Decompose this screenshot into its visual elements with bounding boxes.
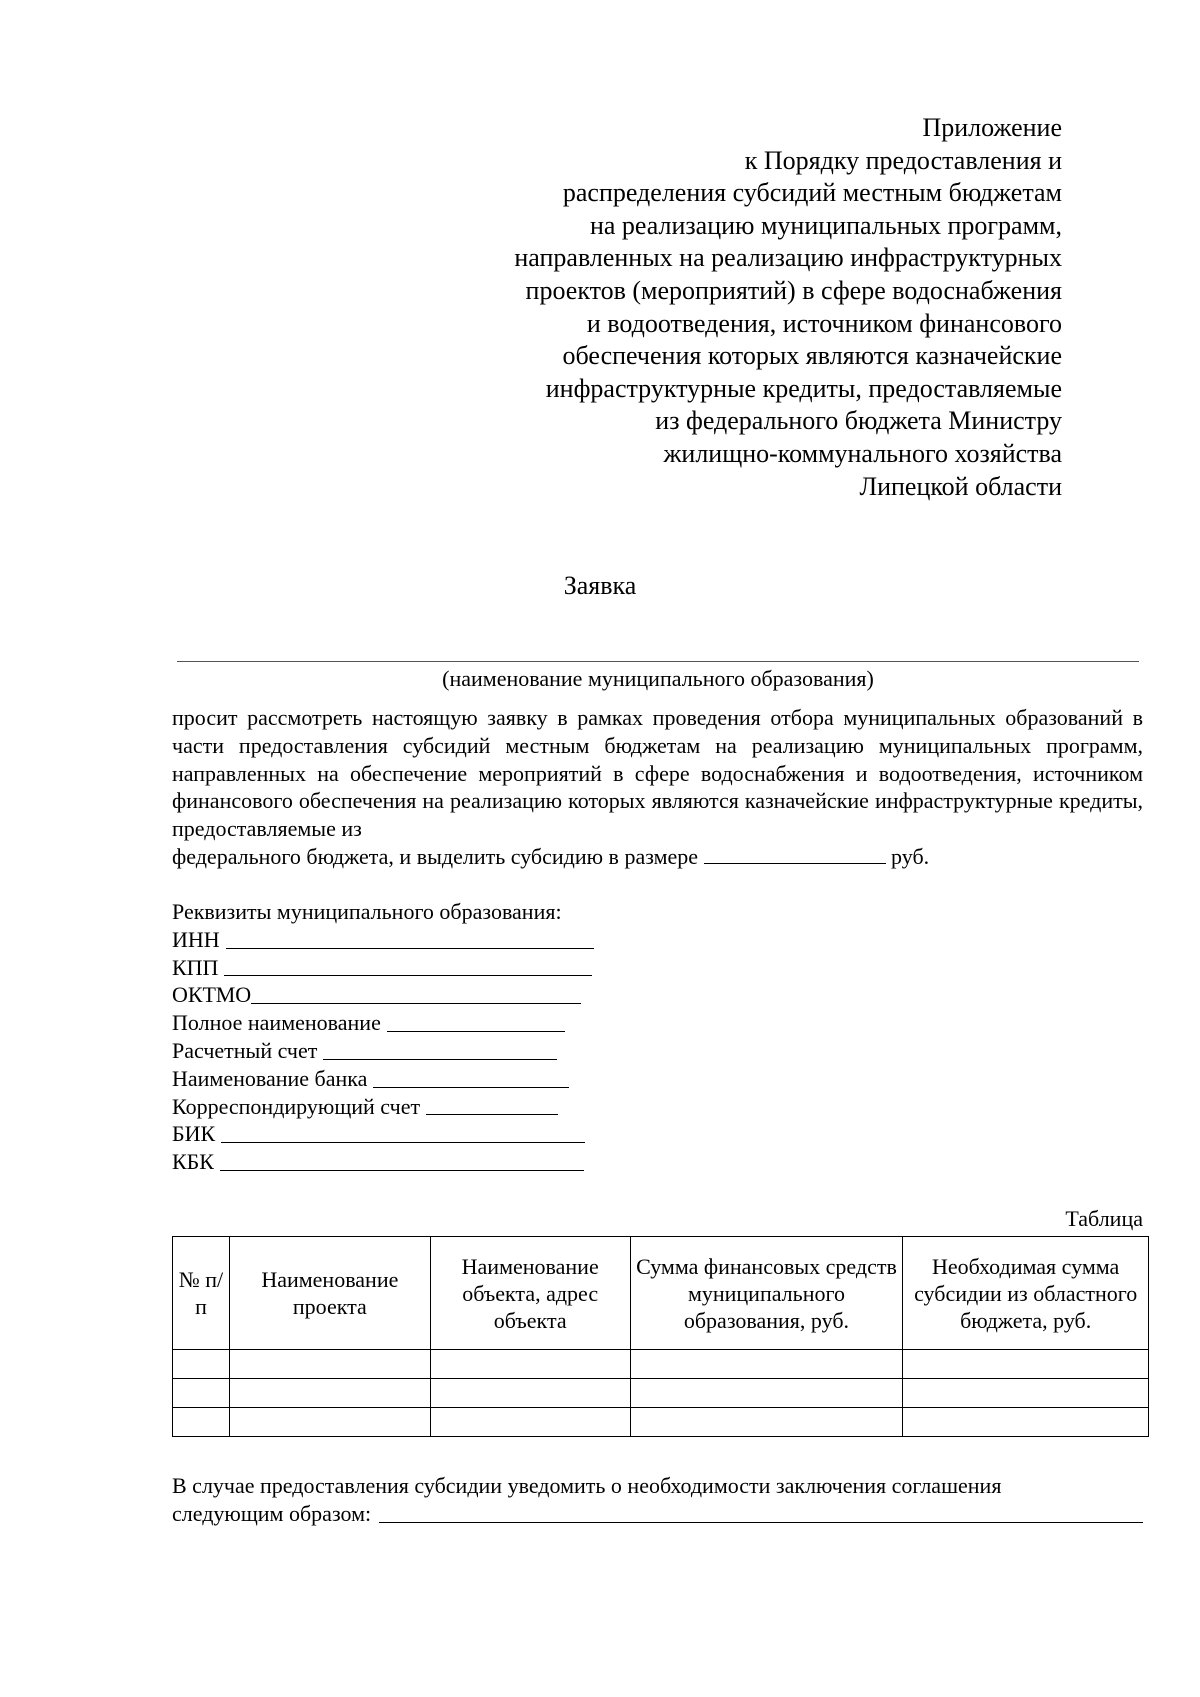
requisite-label: Корреспондирующий счет — [172, 1093, 421, 1119]
requisites-heading-text: Реквизиты муниципального образования: — [172, 899, 562, 924]
request-paragraph — [172, 704, 1143, 871]
paragraph-line: которых являются казначейские инфраструктурные кредиты, предоставляемые из — [172, 788, 1143, 842]
kbk-field[interactable] — [220, 1150, 584, 1171]
table-cell[interactable] — [430, 1408, 630, 1437]
closing-paragraph — [172, 1472, 1143, 1528]
requisite-label: БИК — [172, 1121, 216, 1147]
kpp-field[interactable] — [224, 955, 592, 976]
requisite-row-bank — [172, 1065, 594, 1093]
table-row — [173, 1350, 1149, 1379]
table-row — [173, 1408, 1149, 1437]
requisite-label: Наименование банка — [172, 1065, 368, 1091]
requisite-row-account — [172, 1037, 594, 1065]
table-header-row — [173, 1237, 1149, 1350]
appendix-header — [442, 112, 1062, 503]
requisite-label: ИНН — [172, 926, 220, 952]
paragraph-line: образований в части предоставления субсидий местным бюджетам на реализацию — [172, 705, 1143, 758]
notification-method-field[interactable] — [379, 1502, 1143, 1523]
table-cell[interactable] — [630, 1350, 903, 1379]
table-row — [173, 1379, 1149, 1408]
table-cell[interactable] — [430, 1350, 630, 1379]
appendix-line: обеспечения которых являются казначейские — [562, 341, 1062, 371]
subsidy-amount-line — [172, 843, 1143, 871]
appendix-line: жилищно-коммунального хозяйства — [663, 438, 1062, 468]
table-caption: Таблица — [1065, 1206, 1143, 1231]
requisite-row-oktmo — [172, 981, 594, 1009]
projects-table — [172, 1236, 1149, 1437]
requisite-row-inn — [172, 926, 594, 954]
table-cell[interactable] — [173, 1379, 230, 1408]
appendix-line: Приложение — [922, 113, 1062, 142]
column-header-number: № п/п — [173, 1237, 230, 1350]
requisite-row-bik — [172, 1120, 594, 1148]
subsidy-amount-label: федерального бюджета, и выделить субсидию в размере — [172, 843, 699, 869]
table-cell[interactable] — [173, 1408, 230, 1437]
paragraph-line: муниципальных программ, направленных на обеспечение мероприятий в сфере — [172, 732, 1143, 786]
appendix-line: Липецкой области — [859, 471, 1062, 501]
table-cell[interactable] — [903, 1408, 1149, 1437]
requisites-block — [172, 898, 594, 1176]
subsidy-amount-field[interactable] — [704, 843, 886, 864]
inn-field[interactable] — [226, 928, 594, 949]
requisites-heading — [172, 898, 594, 926]
appendix-line: и водоотведения, источником финансового — [586, 308, 1062, 338]
column-header-municipal-funds: Сумма финансовых средств муниципального образования, руб. — [630, 1237, 903, 1350]
oktmo-field[interactable] — [251, 983, 581, 1004]
requisite-label: Расчетный счет — [172, 1037, 318, 1063]
full-name-field[interactable] — [387, 1011, 565, 1032]
settlement-account-field[interactable] — [323, 1039, 557, 1060]
requisite-label: Полное наименование — [172, 1010, 381, 1036]
table-cell[interactable] — [903, 1379, 1149, 1408]
table-cell[interactable] — [430, 1379, 630, 1408]
appendix-line: к Порядку предоставления и — [744, 145, 1062, 175]
municipality-name-field[interactable] — [177, 661, 1139, 662]
appendix-line: проектов (мероприятий) в сфере водоснабжения — [525, 275, 1062, 305]
requisite-label: КБК — [172, 1149, 214, 1175]
requisite-label: КПП — [172, 954, 219, 980]
municipality-name-caption: (наименование муниципального образования) — [442, 666, 874, 691]
requisite-row-kbk — [172, 1148, 594, 1176]
appendix-line: из федерального бюджета Министру — [655, 406, 1062, 436]
table-cell[interactable] — [229, 1350, 430, 1379]
table-cell[interactable] — [229, 1408, 430, 1437]
requisite-row-kpp — [172, 954, 594, 982]
appendix-line: инфраструктурные кредиты, предоставляемые — [545, 373, 1062, 403]
document-title: Заявка — [563, 571, 637, 600]
table-cell[interactable] — [173, 1350, 230, 1379]
bik-field[interactable] — [221, 1122, 585, 1143]
paragraph-line: водоснабжения и водоотведения, источником финансового обеспечения на реализацию — [172, 760, 1143, 814]
requisite-row-correspondent — [172, 1093, 594, 1121]
column-header-required-subsidy: Необходимая сумма субсидии из областного бюджета, руб. — [903, 1237, 1149, 1350]
currency-label: руб. — [891, 843, 930, 869]
bank-name-field[interactable] — [373, 1067, 569, 1088]
table-cell[interactable] — [630, 1408, 903, 1437]
requisite-label: ОКТМО — [172, 982, 252, 1008]
correspondent-account-field[interactable] — [426, 1094, 558, 1115]
closing-line: В случае предоставления субсидии уведомить о необходимости заключения соглашения — [172, 1473, 1002, 1498]
table-cell[interactable] — [229, 1379, 430, 1408]
appendix-line: на реализацию муниципальных программ, — [589, 210, 1062, 240]
paragraph-line: просит рассмотреть настоящую заявку в рамках проведения отбора муниципальных — [172, 705, 1006, 730]
column-header-object-name: Наименование объекта, адрес объекта — [430, 1237, 630, 1350]
table-cell[interactable] — [630, 1379, 903, 1408]
appendix-line: направленных на реализацию инфраструктурных — [514, 243, 1062, 273]
requisite-row-full-name — [172, 1009, 594, 1037]
table-cell[interactable] — [903, 1350, 1149, 1379]
notification-method-line — [172, 1500, 1143, 1528]
appendix-line: распределения субсидий местным бюджетам — [562, 178, 1062, 208]
column-header-project-name: Наименование проекта — [229, 1237, 430, 1350]
notification-method-label: следующим образом: — [172, 1501, 372, 1526]
